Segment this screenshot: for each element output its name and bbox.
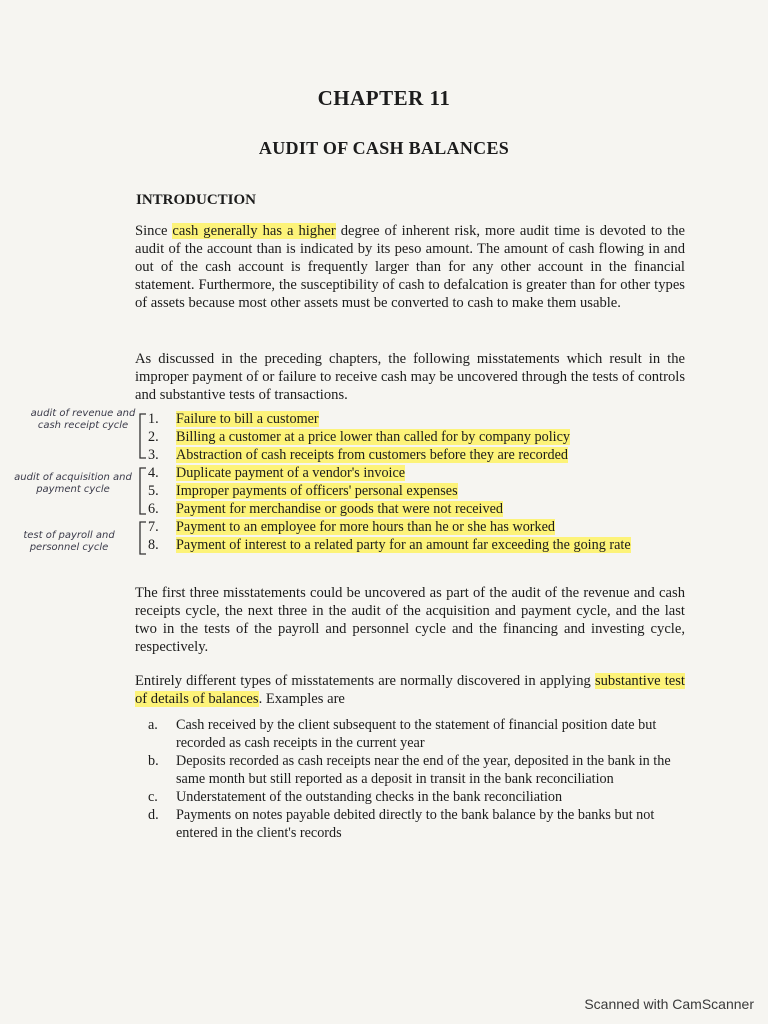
misstatements-intro-paragraph: As discussed in the preceding chapters, the following misstatements which result in the improper payment of or failure to receive cash may be uncovered through the tests of controls and substantive tests of transactions. — [135, 351, 685, 403]
chapter-number: CHAPTER 11 — [317, 86, 451, 110]
list-item: 4. Duplicate payment of a vendor's invoice — [148, 465, 406, 481]
balances-paragraph: Entirely different types of misstatements are normally discovered in applying substantive test of details of balances. Examples are — [135, 673, 685, 707]
chapter-title: AUDIT OF CASH BALANCES — [258, 138, 510, 158]
examples-list — [148, 716, 688, 842]
margin-note-revenue: audit of revenue and cash receipt cycle — [30, 408, 136, 431]
list-item: 5. Improper payments of officers' personal expenses — [148, 483, 458, 499]
list-item: 1. Failure to bill a customer — [148, 411, 319, 427]
list-item: b. Deposits recorded as cash receipts near the end of the year, deposited in the bank in the same month but still reported as a deposit in transit in the bank reconciliation — [148, 753, 671, 787]
bracket-icon — [136, 520, 148, 556]
cycles-paragraph: The first three misstatements could be uncovered as part of the audit of the revenue and cash receipts cycle, the next three in the audit of the acquisition and payment cycle, and the last two in the tests of the payroll and personnel cycle and the financing and investing cycle, respectively. — [135, 585, 685, 655]
highlighted-text: substantive test of details of balances — [135, 673, 685, 707]
list-item: d. Payments on notes payable debited directly to the bank balance by the banks but not entered in the client's records — [148, 807, 655, 841]
scanner-watermark: Scanned with CamScanner — [584, 996, 754, 1012]
intro-paragraph: Since cash generally has a higher degree of inherent risk, more audit time is devoted to the audit of the account than is indicated by its peso amount. The amount of cash flowing in and out of the cash account is frequently larger than for any other account in the financial statement. Furthermore, the susceptibility of cash to defalcation is greater than for other types of assets because most other assets must be converted to cash to make them usable. — [135, 223, 686, 311]
margin-note-payroll: test of payroll and personnel cycle — [23, 530, 115, 553]
highlighted-text: cash generally has a higher — [172, 223, 336, 239]
bracket-icon — [136, 412, 148, 460]
bracket-icon — [136, 466, 148, 516]
section-heading: INTRODUCTION — [136, 192, 257, 208]
list-item: a. Cash received by the client subsequent to the statement of financial position date but recorded as cash receipts in the current year — [148, 717, 657, 751]
list-item: 3. Abstraction of cash receipts from customers before they are recorded — [148, 447, 568, 463]
list-item: 7. Payment to an employee for more hours than he or she has worked — [148, 519, 556, 535]
list-item: 2. Billing a customer at a price lower than called for by company policy — [148, 429, 570, 445]
list-item: 6. Payment for merchandise or goods that were not received — [148, 501, 503, 517]
misstatements-list — [148, 410, 688, 554]
list-item: c. Understatement of the outstanding checks in the bank reconciliation — [148, 789, 563, 805]
margin-note-acquisition: audit of acquisition and payment cycle — [14, 472, 132, 495]
list-item: 8. Payment of interest to a related party for an amount far exceeding the going rate — [148, 537, 631, 553]
